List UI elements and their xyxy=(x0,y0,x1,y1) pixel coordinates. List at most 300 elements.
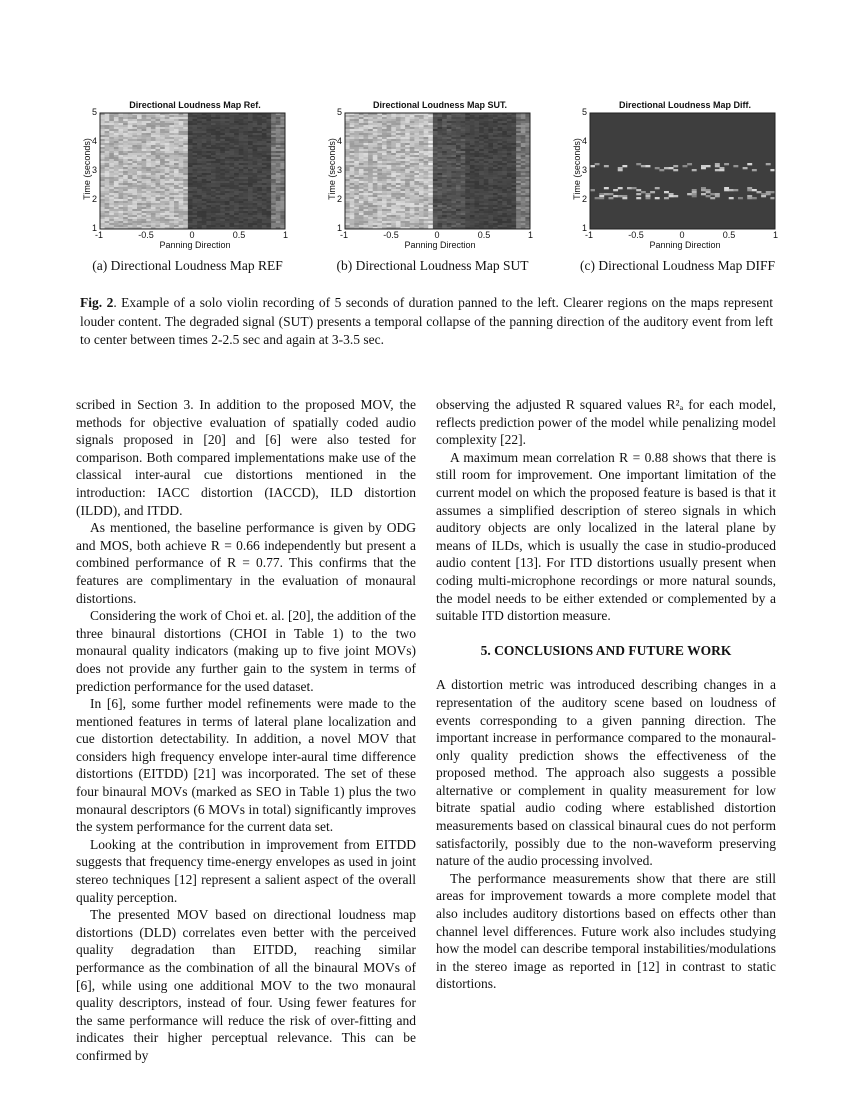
heatmap-cell xyxy=(382,159,387,161)
heatmap-cell xyxy=(183,199,188,201)
heatmap-cell xyxy=(142,203,147,205)
heatmap-cell xyxy=(354,121,359,123)
heatmap-cell xyxy=(128,145,133,147)
heatmap-cell xyxy=(475,203,480,205)
heatmap-cell xyxy=(461,167,466,169)
heatmap-cell xyxy=(465,139,470,141)
heatmap-cell xyxy=(128,193,133,195)
heatmap-cell xyxy=(470,199,475,201)
heatmap-cell xyxy=(206,149,211,151)
heatmap-cell xyxy=(502,133,507,135)
heatmap-cell xyxy=(114,201,119,203)
heatmap-cell xyxy=(128,153,133,155)
heatmap-cell xyxy=(239,145,244,147)
heatmap-cell xyxy=(354,133,359,135)
heatmap-cell xyxy=(169,115,174,117)
heatmap-cell xyxy=(502,129,507,131)
heatmap-cell xyxy=(470,185,475,187)
heatmap-cell xyxy=(243,147,248,149)
heatmap-cell xyxy=(433,133,438,135)
heatmap-cell xyxy=(271,189,276,191)
heatmap-cell xyxy=(211,123,216,125)
heatmap-cell xyxy=(502,175,507,177)
heatmap-cell xyxy=(220,125,225,127)
heatmap-cell xyxy=(123,173,128,175)
heatmap-cell xyxy=(512,137,517,139)
heatmap-cell xyxy=(479,173,484,175)
heatmap-cell xyxy=(456,165,461,167)
heatmap-cell xyxy=(165,187,170,189)
heatmap-cell xyxy=(521,131,526,133)
heatmap-cell xyxy=(202,151,207,153)
heatmap-cell xyxy=(733,189,738,191)
heatmap-cell xyxy=(160,195,165,197)
heatmap-cell xyxy=(156,129,161,131)
heatmap-cell xyxy=(105,225,110,227)
heatmap-cell xyxy=(396,131,401,133)
heatmap-cell xyxy=(271,123,276,125)
heatmap-cell xyxy=(109,157,114,159)
heatmap-cell xyxy=(521,225,526,227)
heatmap-cell xyxy=(350,207,355,209)
heatmap-cell xyxy=(114,191,119,193)
x-tick-label: 0 xyxy=(189,230,195,240)
heatmap-cell xyxy=(461,123,466,125)
heatmap-cell xyxy=(206,219,211,221)
heatmap-cell xyxy=(438,215,443,217)
heatmap-cell xyxy=(387,143,392,145)
heatmap-cell xyxy=(156,117,161,119)
heatmap-cell xyxy=(387,181,392,183)
heatmap-cell xyxy=(206,215,211,217)
heatmap-cell xyxy=(438,117,443,119)
heatmap-cell xyxy=(156,137,161,139)
heatmap-cell xyxy=(220,165,225,167)
heatmap-cell xyxy=(253,127,258,129)
heatmap-cell xyxy=(183,143,188,145)
heatmap-cell xyxy=(479,119,484,121)
heatmap-cell xyxy=(267,173,272,175)
heatmap-cell xyxy=(146,147,151,149)
heatmap-cell xyxy=(276,143,281,145)
left-column xyxy=(76,396,416,1065)
heatmap-cell xyxy=(262,137,267,139)
heatmap-cell xyxy=(248,189,253,191)
heatmap-cell xyxy=(507,223,512,225)
heatmap-cell xyxy=(100,131,105,133)
heatmap-cell xyxy=(401,195,406,197)
heatmap-cell xyxy=(257,177,262,179)
heatmap-cell xyxy=(248,205,253,207)
heatmap-cell xyxy=(442,143,447,145)
heatmap-cell xyxy=(137,217,142,219)
heatmap-cell xyxy=(146,217,151,219)
heatmap-cell xyxy=(100,115,105,117)
heatmap-cell xyxy=(156,119,161,121)
heatmap-cell xyxy=(419,143,424,145)
heatmap-cell xyxy=(410,195,415,197)
heatmap-cell xyxy=(160,157,165,159)
heatmap-cell xyxy=(419,139,424,141)
heatmap-cell xyxy=(188,217,193,219)
heatmap-cell xyxy=(225,163,230,165)
heatmap-cell xyxy=(419,171,424,173)
heatmap-cell xyxy=(484,175,489,177)
heatmap-cell xyxy=(359,219,364,221)
heatmap-cell xyxy=(512,177,517,179)
heatmap-cell xyxy=(465,125,470,127)
heatmap-cell xyxy=(105,173,110,175)
heatmap-cell xyxy=(216,141,221,143)
heatmap-cell xyxy=(646,165,651,167)
heatmap-cell xyxy=(382,193,387,195)
heatmap-cell xyxy=(350,193,355,195)
heatmap-cell xyxy=(488,125,493,127)
heatmap-cell xyxy=(123,205,128,207)
heatmap-cell xyxy=(447,191,452,193)
heatmap-cell xyxy=(174,223,179,225)
heatmap-cell xyxy=(401,139,406,141)
heatmap-cell xyxy=(447,119,452,121)
heatmap-cell xyxy=(156,143,161,145)
heatmap-cell xyxy=(766,163,771,165)
heatmap-cell xyxy=(202,155,207,157)
heatmap-cell xyxy=(179,125,184,127)
heatmap-cell xyxy=(197,165,202,167)
heatmap-cell xyxy=(253,205,258,207)
heatmap-cell xyxy=(267,137,272,139)
heatmap-cell xyxy=(359,123,364,125)
heatmap-cell xyxy=(442,169,447,171)
heatmap-cell xyxy=(239,137,244,139)
heatmap-cell xyxy=(114,173,119,175)
heatmap-cell xyxy=(253,119,258,121)
heatmap-cell xyxy=(156,177,161,179)
heatmap-cell xyxy=(414,163,419,165)
heatmap-cell xyxy=(507,151,512,153)
heatmap-cell xyxy=(230,197,235,199)
heatmap-cell xyxy=(109,131,114,133)
heatmap-cell xyxy=(410,223,415,225)
heatmap-cell xyxy=(156,199,161,201)
heatmap-cell xyxy=(419,135,424,137)
heatmap-cell xyxy=(470,159,475,161)
heatmap-cell xyxy=(239,125,244,127)
heatmap-cell xyxy=(451,201,456,203)
heatmap-cell xyxy=(179,133,184,135)
heatmap-cell xyxy=(410,201,415,203)
heatmap-cell xyxy=(169,199,174,201)
heatmap-cell xyxy=(169,127,174,129)
heatmap-cell xyxy=(512,133,517,135)
heatmap-cell xyxy=(165,175,170,177)
heatmap-cell xyxy=(433,209,438,211)
heatmap-cell xyxy=(253,215,258,217)
heatmap-cell xyxy=(484,201,489,203)
heatmap-cell xyxy=(493,207,498,209)
heatmap-cell xyxy=(470,193,475,195)
heatmap-cell xyxy=(382,129,387,131)
heatmap-cell xyxy=(225,217,230,219)
heatmap-cell xyxy=(114,185,119,187)
heatmap-cell xyxy=(456,117,461,119)
heatmap-cell xyxy=(391,173,396,175)
heatmap-cell xyxy=(364,225,369,227)
heatmap-cell xyxy=(183,119,188,121)
heatmap-cell xyxy=(622,197,627,199)
heatmap-cell xyxy=(202,225,207,227)
heatmap-cell xyxy=(100,219,105,221)
heatmap-cell xyxy=(461,215,466,217)
heatmap-cell xyxy=(267,127,272,129)
heatmap-cell xyxy=(493,171,498,173)
heatmap-cell xyxy=(216,187,221,189)
heatmap-cell xyxy=(271,157,276,159)
heatmap-cell xyxy=(428,191,433,193)
heatmap-cell xyxy=(151,145,156,147)
heatmap-cell xyxy=(239,129,244,131)
heatmap-cell xyxy=(424,225,429,227)
heatmap-cell xyxy=(521,193,526,195)
heatmap-cell xyxy=(401,201,406,203)
heatmap-cell xyxy=(424,141,429,143)
heatmap-cell xyxy=(428,123,433,125)
heatmap-cell xyxy=(354,163,359,165)
heatmap-cell xyxy=(692,189,697,191)
heatmap-cell xyxy=(262,163,267,165)
heatmap-cell xyxy=(132,205,137,207)
heatmap-cell xyxy=(271,151,276,153)
y-tick-label: 3 xyxy=(337,165,343,175)
heatmap-cell xyxy=(234,207,239,209)
heatmap-cell xyxy=(359,171,364,173)
heatmap-cell xyxy=(146,155,151,157)
heatmap-cell xyxy=(160,181,165,183)
heatmap-cell xyxy=(475,223,480,225)
heatmap-cell xyxy=(391,203,396,205)
heatmap-cell xyxy=(193,131,198,133)
heatmap-cell xyxy=(368,143,373,145)
heatmap-cell xyxy=(262,145,267,147)
heatmap-cell xyxy=(387,221,392,223)
heatmap-cell xyxy=(350,215,355,217)
heatmap-cell xyxy=(119,181,124,183)
heatmap-cell xyxy=(197,137,202,139)
heatmap-cell xyxy=(239,199,244,201)
heatmap-cell xyxy=(225,173,230,175)
heatmap-cell xyxy=(146,137,151,139)
heatmap-cell xyxy=(239,181,244,183)
heatmap-cell xyxy=(123,165,128,167)
heatmap-cell xyxy=(424,173,429,175)
heatmap-cell xyxy=(262,171,267,173)
heatmap-cell xyxy=(183,125,188,127)
heatmap-cell xyxy=(516,201,521,203)
heatmap-cell xyxy=(364,189,369,191)
heatmap-cell xyxy=(461,223,466,225)
heatmap-cell xyxy=(165,195,170,197)
heatmap-cell xyxy=(114,141,119,143)
heatmap-cell xyxy=(516,191,521,193)
heatmap-cell xyxy=(225,169,230,171)
heatmap-cell xyxy=(507,127,512,129)
heatmap-cell xyxy=(498,139,503,141)
heatmap-cell xyxy=(470,225,475,227)
heatmap-cell xyxy=(345,175,350,177)
heatmap-cell xyxy=(364,175,369,177)
heatmap-cell xyxy=(114,149,119,151)
heatmap-cell xyxy=(276,187,281,189)
heatmap-cell xyxy=(142,215,147,217)
heatmap-cell xyxy=(359,207,364,209)
heatmap-cell xyxy=(512,173,517,175)
heatmap-cell xyxy=(100,183,105,185)
heatmap-cell xyxy=(206,173,211,175)
heatmap-cell xyxy=(410,173,415,175)
heatmap-cell xyxy=(216,161,221,163)
heatmap-cell xyxy=(345,127,350,129)
heatmap-cell xyxy=(354,217,359,219)
heatmap-cell xyxy=(234,125,239,127)
heatmap-cell xyxy=(493,213,498,215)
heatmap-cell xyxy=(447,141,452,143)
heatmap-cell xyxy=(428,129,433,131)
heatmap-cell xyxy=(345,215,350,217)
heatmap-cell xyxy=(447,155,452,157)
heatmap-cell xyxy=(206,167,211,169)
heatmap-cell xyxy=(359,131,364,133)
heatmap-cell xyxy=(507,171,512,173)
heatmap-cell xyxy=(401,167,406,169)
heatmap-cell xyxy=(151,201,156,203)
heatmap-cell xyxy=(169,217,174,219)
heatmap-cell xyxy=(197,187,202,189)
heatmap-cell xyxy=(230,139,235,141)
heatmap-cell xyxy=(461,191,466,193)
heatmap-cell xyxy=(234,115,239,117)
heatmap-cell xyxy=(160,115,165,117)
heatmap-cell xyxy=(636,163,641,165)
heatmap-cell xyxy=(267,159,272,161)
heatmap-cell xyxy=(253,175,258,177)
heatmap-cell xyxy=(512,223,517,225)
heatmap-cell xyxy=(174,177,179,179)
heatmap-cell xyxy=(253,149,258,151)
heatmap-cell xyxy=(438,127,443,129)
heatmap-cell xyxy=(521,187,526,189)
heatmap-cell xyxy=(248,203,253,205)
heatmap-cell xyxy=(396,149,401,151)
heatmap-cell xyxy=(216,193,221,195)
heatmap-cell xyxy=(151,115,156,117)
heatmap-cell xyxy=(424,183,429,185)
heatmap-cell xyxy=(354,173,359,175)
heatmap-cell xyxy=(484,161,489,163)
heatmap-cell xyxy=(179,213,184,215)
heatmap-cell xyxy=(350,225,355,227)
heatmap-cell xyxy=(373,163,378,165)
heatmap-cell xyxy=(493,189,498,191)
heatmap-cell xyxy=(216,221,221,223)
heatmap-cell xyxy=(373,223,378,225)
heatmap-cell xyxy=(142,225,147,227)
heatmap-cell xyxy=(345,123,350,125)
y-tick-label: 4 xyxy=(92,136,98,146)
heatmap-cell xyxy=(391,123,396,125)
heatmap-cell xyxy=(345,157,350,159)
heatmap-cell xyxy=(146,167,151,169)
heatmap-cell xyxy=(188,157,193,159)
heatmap-cell xyxy=(484,181,489,183)
heatmap-cell xyxy=(248,155,253,157)
heatmap-cell xyxy=(253,155,258,157)
heatmap-cell xyxy=(368,141,373,143)
heatmap-cell xyxy=(142,153,147,155)
heatmap-cell xyxy=(160,123,165,125)
heatmap-cell xyxy=(484,173,489,175)
heatmap-cell xyxy=(433,217,438,219)
heatmap-cell xyxy=(160,189,165,191)
heatmap-cell xyxy=(373,115,378,117)
heatmap-cell xyxy=(128,149,133,151)
heatmap-cell xyxy=(276,211,281,213)
heatmap-cell xyxy=(267,167,272,169)
heatmap-cell xyxy=(475,129,480,131)
heatmap-cell xyxy=(100,171,105,173)
heatmap-cell xyxy=(234,165,239,167)
heatmap-cell xyxy=(479,205,484,207)
heatmap-cell xyxy=(230,163,235,165)
heatmap-cell xyxy=(451,175,456,177)
heatmap-cell xyxy=(396,141,401,143)
heatmap-cell xyxy=(396,157,401,159)
heatmap-cell xyxy=(100,173,105,175)
heatmap-cell xyxy=(160,197,165,199)
heatmap-cell xyxy=(276,153,281,155)
heatmap-cell xyxy=(179,163,184,165)
heatmap-cell xyxy=(382,165,387,167)
heatmap-cell xyxy=(248,131,253,133)
heatmap-cell xyxy=(410,131,415,133)
heatmap-cell xyxy=(253,197,258,199)
heatmap-cell xyxy=(502,171,507,173)
heatmap-cell xyxy=(271,125,276,127)
heatmap-cell xyxy=(419,219,424,221)
heatmap-cell xyxy=(225,187,230,189)
heatmap-cell xyxy=(132,153,137,155)
heatmap-cell xyxy=(165,141,170,143)
heatmap-cell xyxy=(488,221,493,223)
heatmap-cell xyxy=(239,217,244,219)
heatmap-cell xyxy=(493,137,498,139)
heatmap-cell xyxy=(498,167,503,169)
heatmap-cell xyxy=(345,205,350,207)
heatmap-cell xyxy=(128,177,133,179)
heatmap-cell xyxy=(100,157,105,159)
heatmap-cell xyxy=(387,217,392,219)
heatmap-cell xyxy=(387,199,392,201)
heatmap-cell xyxy=(447,143,452,145)
heatmap-cell xyxy=(128,143,133,145)
heatmap-cell xyxy=(479,129,484,131)
heatmap-cell xyxy=(165,145,170,147)
heatmap-cell xyxy=(414,225,419,227)
heatmap-cell xyxy=(271,149,276,151)
heatmap-cell xyxy=(512,165,517,167)
heatmap-cell xyxy=(146,143,151,145)
heatmap-cell xyxy=(414,167,419,169)
heatmap-cell xyxy=(146,157,151,159)
